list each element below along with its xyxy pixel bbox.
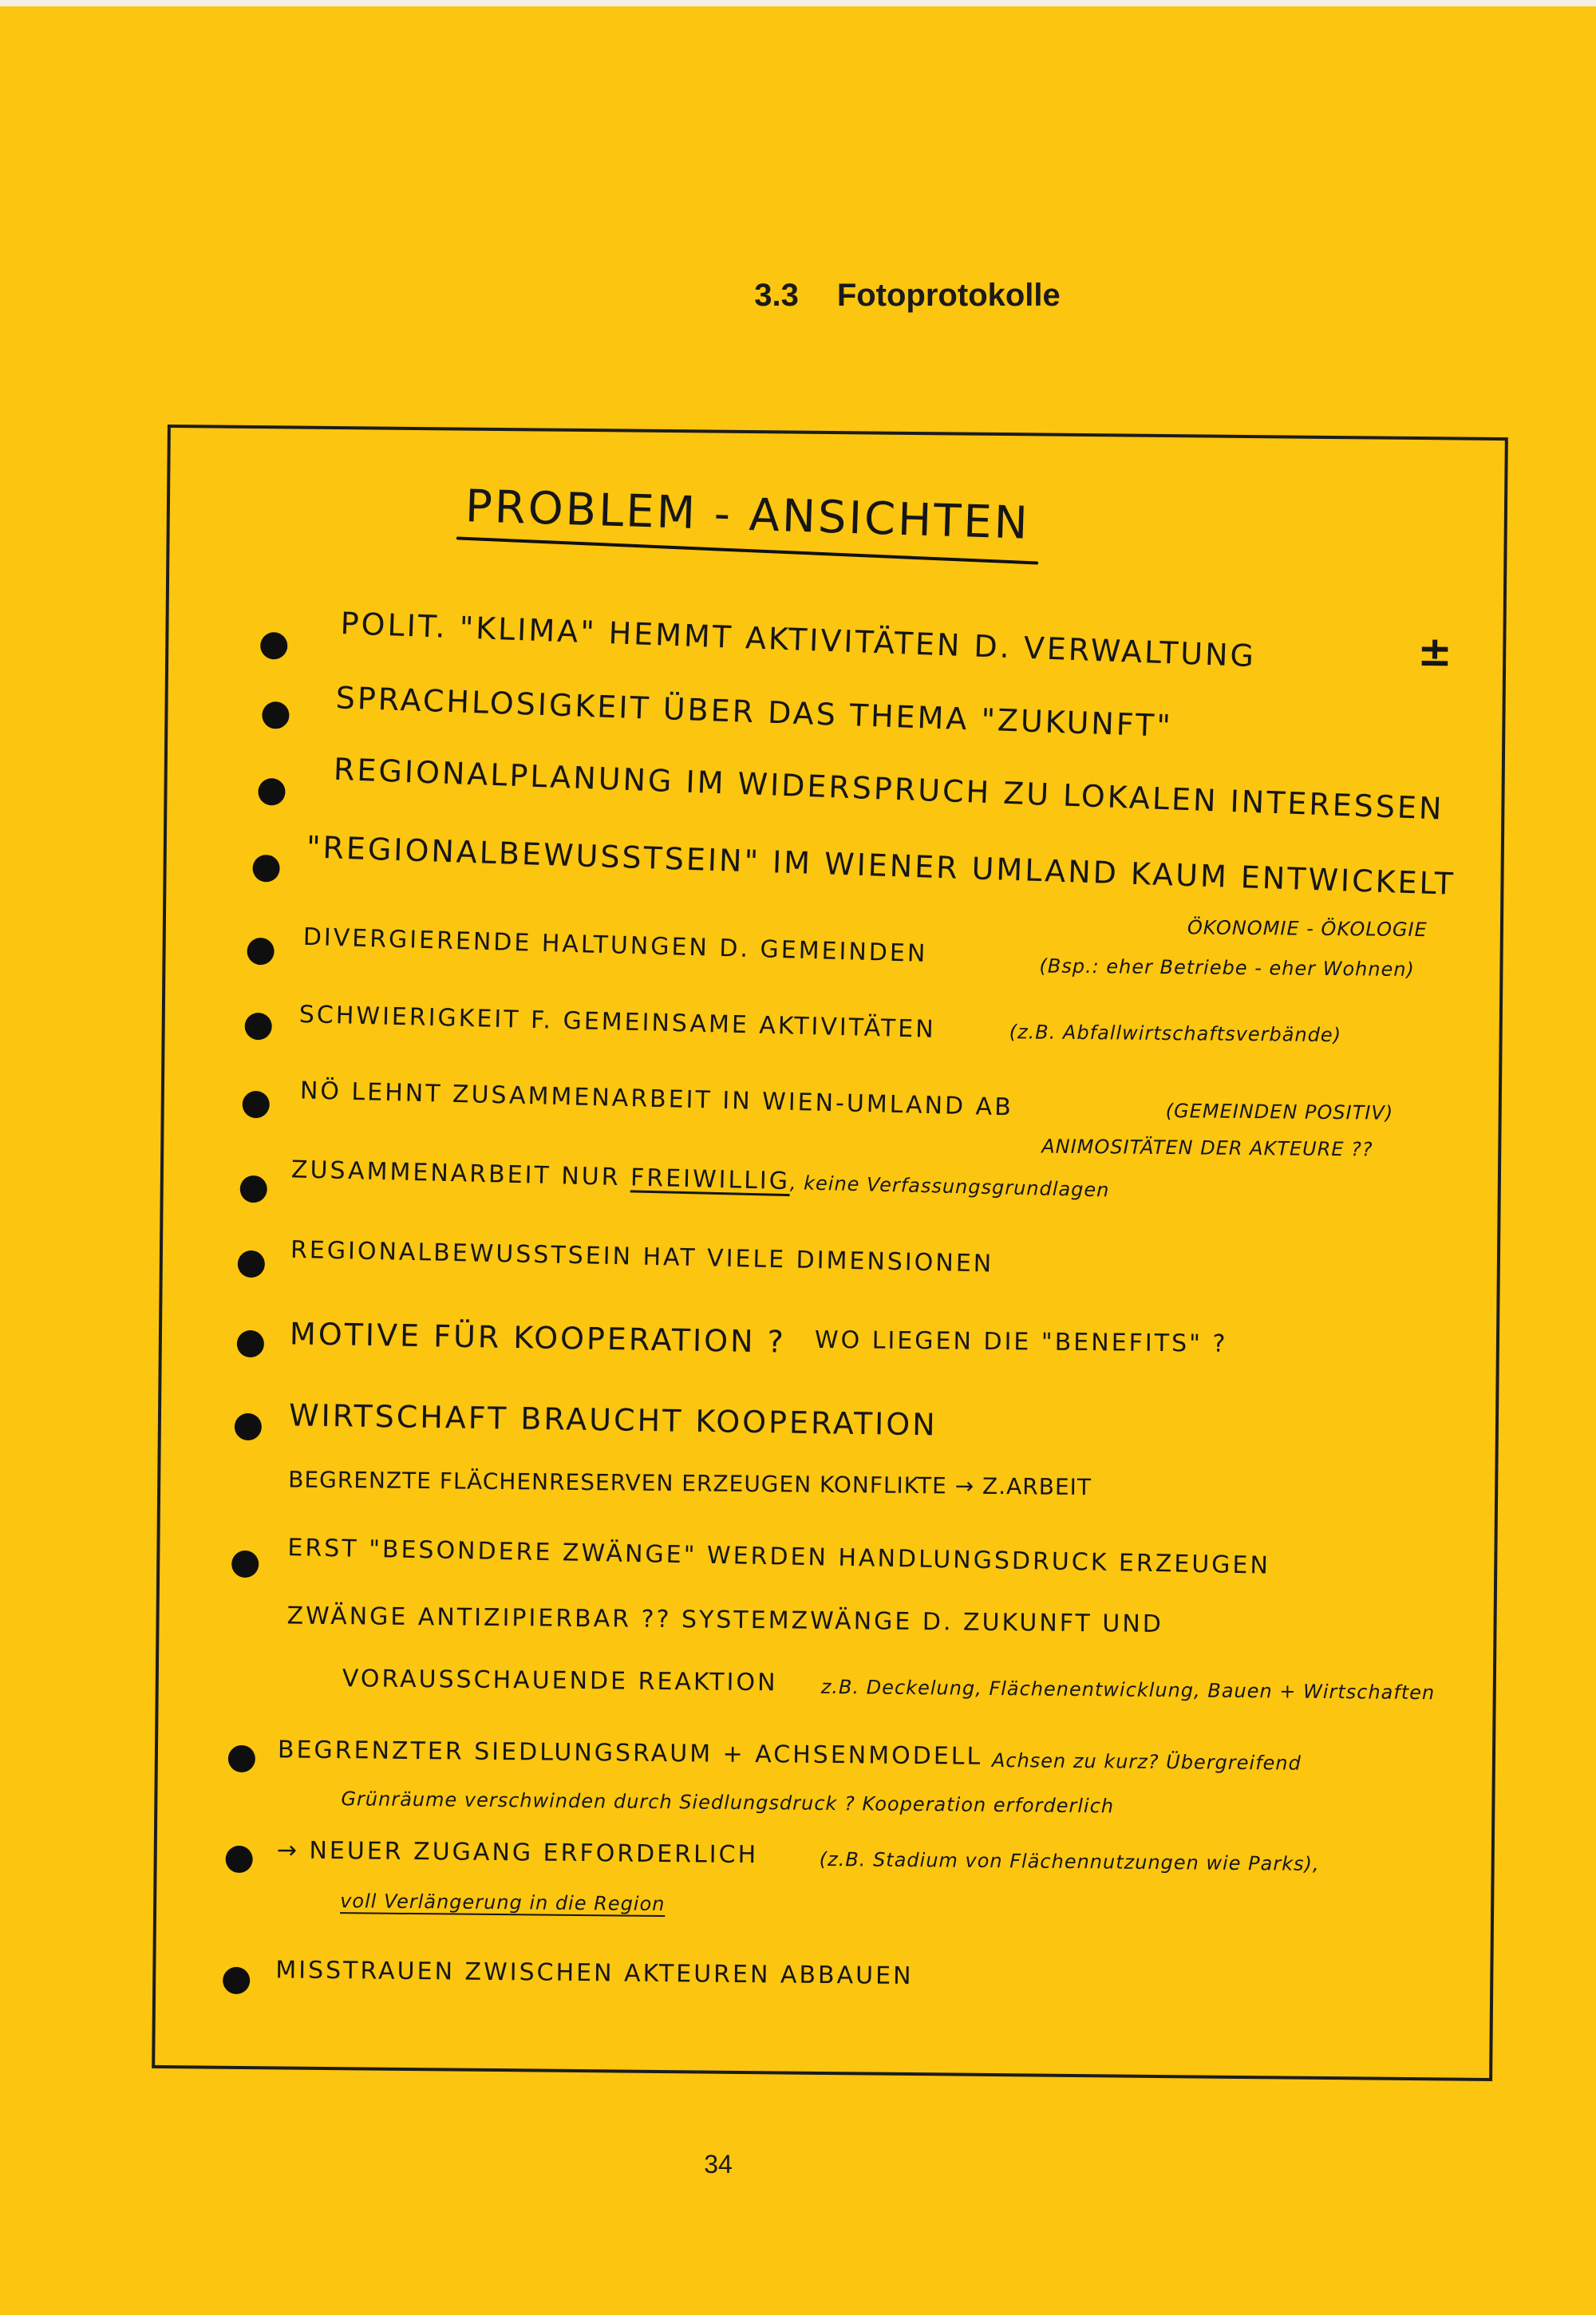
note-item — [298, 1001, 936, 1044]
section-title — [0, 278, 1596, 314]
note-item — [335, 680, 1173, 744]
note-item-text: "REGIONALBEWUSSTSEIN" IM WIENER UMLAND KAUM ENTWICKELT — [306, 829, 1456, 902]
bullet-dot — [260, 632, 287, 659]
note-item-line2: voll Verlängerung in die Region — [340, 1890, 666, 1916]
note-item — [290, 1316, 787, 1359]
bullet-dot — [226, 1846, 253, 1873]
note-item — [300, 1077, 1014, 1121]
note-item-text: SCHWIERIGKEIT F. GEMEINSAME AKTIVITÄTEN — [298, 1001, 937, 1044]
note-item-line2: BEGRENZTE FLÄCHENRESERVEN ERZEUGEN KONFLIKTE → Z.ARBEIT — [288, 1466, 1092, 1501]
bullet-dot — [238, 1250, 265, 1278]
note-item-text: MOTIVE FÜR KOOPERATION ? — [289, 1316, 787, 1360]
bullet-dot — [223, 1967, 250, 1994]
note-item-text: SPRACHLOSIGKEIT ÜBER DAS THEMA "ZUKUNFT" — [335, 680, 1174, 744]
note-item — [291, 1156, 1110, 1203]
note-item-line2: ZWÄNGE ANTIZIPIERBAR ?? SYSTEMZWÄNGE D. ZUKUNFT UND — [286, 1602, 1164, 1639]
note-item-emphasis: FREIWILLIG — [630, 1163, 791, 1196]
note-item-aside: Achsen zu kurz? Übergreifend — [991, 1748, 1302, 1775]
section-number: 3.3 — [754, 278, 799, 313]
bullet-dot — [240, 1175, 267, 1203]
note-item-above: ÖKONOMIE - ÖKOLOGIE — [1187, 916, 1428, 942]
note-item — [289, 1397, 938, 1442]
note-item-below: ANIMOSITÄTEN DER AKTEURE ?? — [1041, 1135, 1373, 1161]
note-item — [302, 923, 927, 968]
note-item — [306, 829, 1456, 901]
note-item-text: ERST "BESONDERE ZWÄNGE" WERDEN HANDLUNGSDRUCK ERZEUGEN — [287, 1534, 1271, 1580]
note-item-text: NÖ LEHNT ZUSAMMENARBEIT IN WIEN-UMLAND AB — [299, 1077, 1014, 1122]
section-heading: Fotoprotokolle — [836, 278, 1061, 313]
bullet-dot — [243, 1091, 270, 1118]
bullet-dot — [262, 701, 289, 729]
note-item-aside: WO LIEGEN DIE "BENEFITS" ? — [814, 1325, 1228, 1358]
page-edge — [0, 0, 1596, 6]
note-item-text: BEGRENZTER SIEDLUNGSRAUM + ACHSENMODELL — [277, 1736, 983, 1771]
note-item — [340, 606, 1257, 674]
page-number: 34 — [704, 2150, 733, 2179]
note-item — [275, 1956, 913, 1990]
note-item — [290, 1236, 994, 1278]
plus-minus-mark: ± — [1416, 628, 1456, 677]
note-item-aside: (z.B. Abfallwirtschaftsverbände) — [1009, 1021, 1342, 1047]
bullet-dot — [252, 855, 279, 882]
note-item — [333, 752, 1444, 827]
bullet-dot — [245, 1013, 272, 1040]
note-item-aside: (z.B. Stadium von Flächennutzungen wie Parks), — [819, 1847, 1320, 1875]
bullet-dot — [258, 778, 285, 805]
note-item-line3: VORAUSSCHAUENDE REAKTION — [342, 1665, 778, 1697]
bullet-dot — [231, 1551, 259, 1578]
note-frame — [152, 425, 1508, 2081]
note-item-text: WIRTSCHAFT BRAUCHT KOOPERATION — [288, 1397, 938, 1443]
note-item-text: ZUSAMMENARBEIT NUR — [290, 1156, 621, 1192]
note-item — [278, 1736, 983, 1770]
bullet-dot — [247, 938, 274, 965]
bullet-dot — [235, 1413, 262, 1440]
note-item-text: REGIONALBEWUSSTSEIN HAT VIELE DIMENSIONEN — [290, 1235, 994, 1278]
note-item-line2: Grünräume verschwinden durch Siedlungsdruck ? Kooperation erforderlich — [341, 1788, 1115, 1818]
note-item-text: DIVERGIERENDE HALTUNGEN D. GEMEINDEN — [302, 922, 928, 968]
note-item-text: POLIT. "KLIMA" HEMMT AKTIVITÄTEN D. VERWALTUNG — [339, 606, 1257, 674]
note-item-aside: z.B. Deckelung, Flächenentwicklung, Bauen + Wirtschaften — [820, 1675, 1436, 1705]
bullet-dot — [228, 1745, 255, 1772]
note-item-text: MISSTRAUEN ZWISCHEN AKTEUREN ABBAUEN — [275, 1956, 914, 1991]
note-heading-text: PROBLEM - ANSICHTEN — [464, 480, 1031, 550]
note-item — [287, 1534, 1270, 1580]
note-item-text: REGIONALPLANUNG IM WIDERSPRUCH ZU LOKALEN INTERESSEN — [333, 751, 1445, 827]
note-item — [277, 1836, 759, 1869]
bullet-dot — [237, 1330, 264, 1357]
note-item-aside: , keine Verfassungsgrundlagen — [789, 1171, 1110, 1202]
note-item-text: → NEUER ZUGANG ERFORDERLICH — [276, 1836, 759, 1870]
note-heading — [464, 480, 1030, 550]
note-item-aside: (GEMEINDEN POSITIV) — [1165, 1100, 1394, 1124]
note-item-aside: (Bsp.: eher Betriebe - eher Wohnen) — [1039, 954, 1415, 982]
